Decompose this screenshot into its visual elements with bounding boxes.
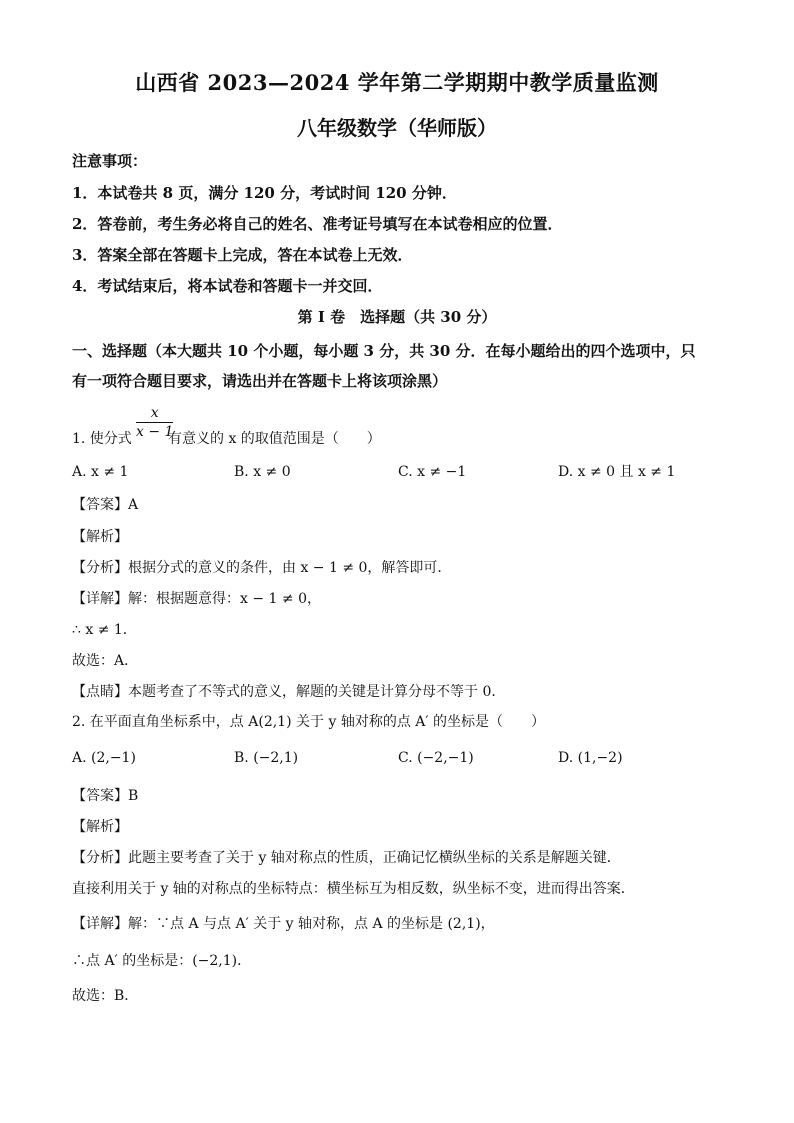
q1-fraction-numerator: x xyxy=(136,404,173,423)
q1-choice: 故选：A． xyxy=(72,653,139,669)
q1-option-d: D. x ≠ 0 且 x ≠ 1 xyxy=(558,464,676,480)
part1-instructions-line2: 有一项符合题目要求，请选出并在答题卡上将该项涂黑） xyxy=(72,372,448,390)
q1-answer: 【答案】A xyxy=(72,497,139,513)
q1-fraction-denominator: x − 1 xyxy=(136,424,174,440)
q2-detail: 【详解】解：∵点 A 与点 A′ 关于 y 轴对称，点 A 的坐标是 (2,1)， xyxy=(72,916,495,932)
q1-option-c: C. x ≠ −1 xyxy=(398,464,467,480)
q1-analysis: 【分析】根据分式的意义的条件，由 x − 1 ≠ 0，解答即可． xyxy=(72,560,452,576)
q2-analysis-heading: 【解析】 xyxy=(72,819,128,835)
q2-option-b: B. (−2,1) xyxy=(234,750,299,766)
q2-choice: 故选：B． xyxy=(72,988,139,1004)
q2-option-c: C. (−2,−1) xyxy=(398,750,474,766)
q1-analysis-heading: 【解析】 xyxy=(72,529,128,545)
notes-heading: 注意事项： xyxy=(72,152,148,170)
exam-title: 山西省 2023—2024 学年第二学期期中教学质量监测 xyxy=(135,70,659,95)
q1-stem-prefix: 1. 使分式 xyxy=(72,431,132,447)
note-item-2: 2．答卷前，考生务必将自己的姓名、准考证号填写在本试卷相应的位置． xyxy=(72,215,563,233)
q2-option-a: A. (2,−1) xyxy=(72,750,136,766)
q2-analysis: 【分析】此题主要考查了关于 y 轴对称点的性质，正确记忆横纵坐标的关系是解题关键． xyxy=(72,850,621,866)
note-item-1: 1．本试卷共 8 页，满分 120 分，考试时间 120 分钟． xyxy=(72,184,457,202)
q1-detail: 【详解】解：根据题意得：x − 1 ≠ 0， xyxy=(72,591,321,607)
q1-stem-suffix: 有意义的 x 的取值范围是（ ） xyxy=(168,431,381,447)
q2-option-d: D. (1,−2) xyxy=(558,750,623,766)
q1-option-b: B. x ≠ 0 xyxy=(234,464,291,480)
note-item-4: 4．考试结束后，将本试卷和答题卡一并交回． xyxy=(72,277,383,295)
part1-instructions-line1: 一、选择题（本大题共 10 个小题，每小题 3 分，共 30 分．在每小题给出的四个选项中，只 xyxy=(72,342,696,360)
q1-option-a: A. x ≠ 1 xyxy=(72,464,129,480)
q2-stem: 2. 在平面直角坐标系中，点 A(2,1) 关于 y 轴对称的点 A′ 的坐标是（ ） xyxy=(72,714,546,730)
q1-comment: 【点睛】本题考查了不等式的意义，解题的关键是计算分母不等于 0． xyxy=(72,684,506,700)
q2-analysis-2: 直接利用关于 y 轴的对称点的坐标特点：横坐标互为相反数，纵坐标不变，进而得出答案． xyxy=(72,881,635,897)
part1-title: 第 I 卷 选择题（共 30 分） xyxy=(297,308,497,326)
q2-answer: 【答案】B xyxy=(72,788,139,804)
exam-subtitle: 八年级数学（华师版） xyxy=(297,116,497,140)
note-item-3: 3．答案全部在答题卡上完成，答在本试卷上无效． xyxy=(72,246,413,264)
q2-therefore: ∴点 A′ 的坐标是：(−2,1)． xyxy=(72,953,252,969)
q1-therefore: ∴ x ≠ 1． xyxy=(72,622,137,638)
